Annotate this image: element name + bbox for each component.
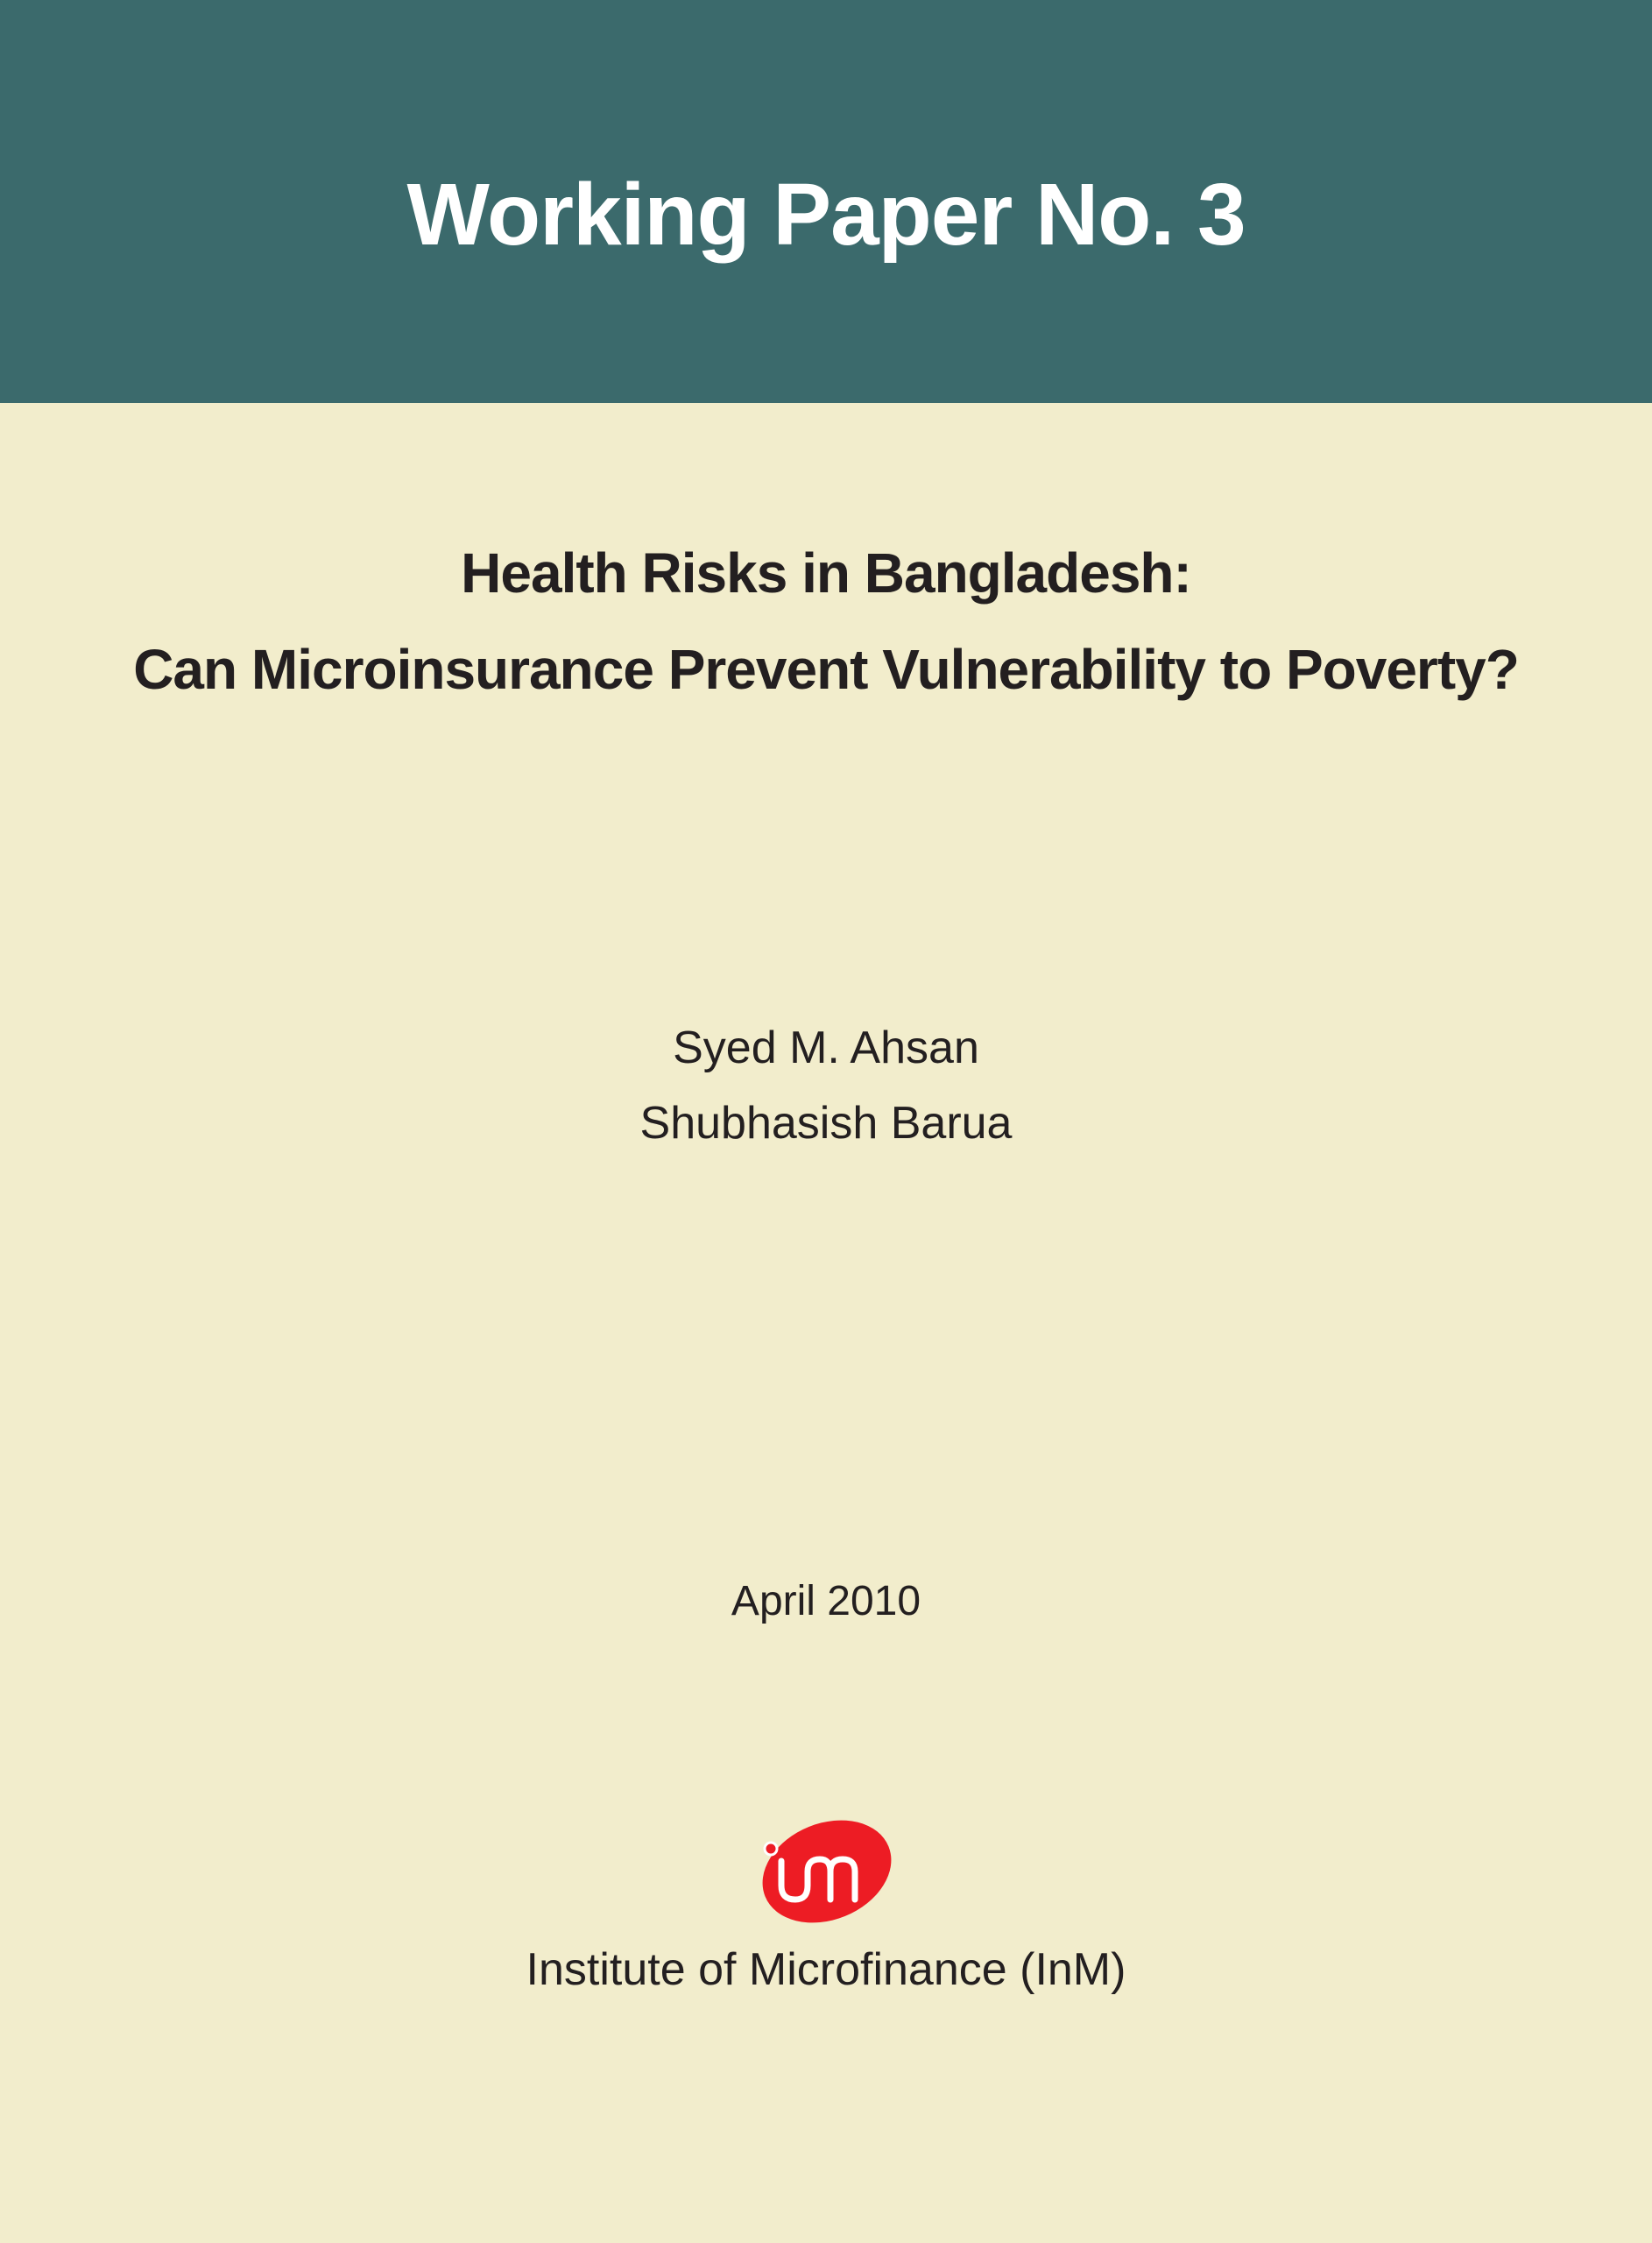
inm-logo-icon	[755, 1815, 895, 1926]
author-name: Shubhasish Barua	[639, 1098, 1013, 1149]
publisher-name: Institute of Microfinance (InM)	[526, 1944, 1126, 1995]
paper-title-line-2: Can Microinsurance Prevent Vulnerability to Poverty?	[133, 638, 1519, 701]
publication-date: April 2010	[731, 1578, 921, 1624]
series-title: Working Paper No. 3	[406, 166, 1246, 264]
paper-title-line-1: Health Risks in Bangladesh:	[461, 541, 1191, 605]
author-name: Syed M. Ahsan	[673, 1022, 979, 1073]
